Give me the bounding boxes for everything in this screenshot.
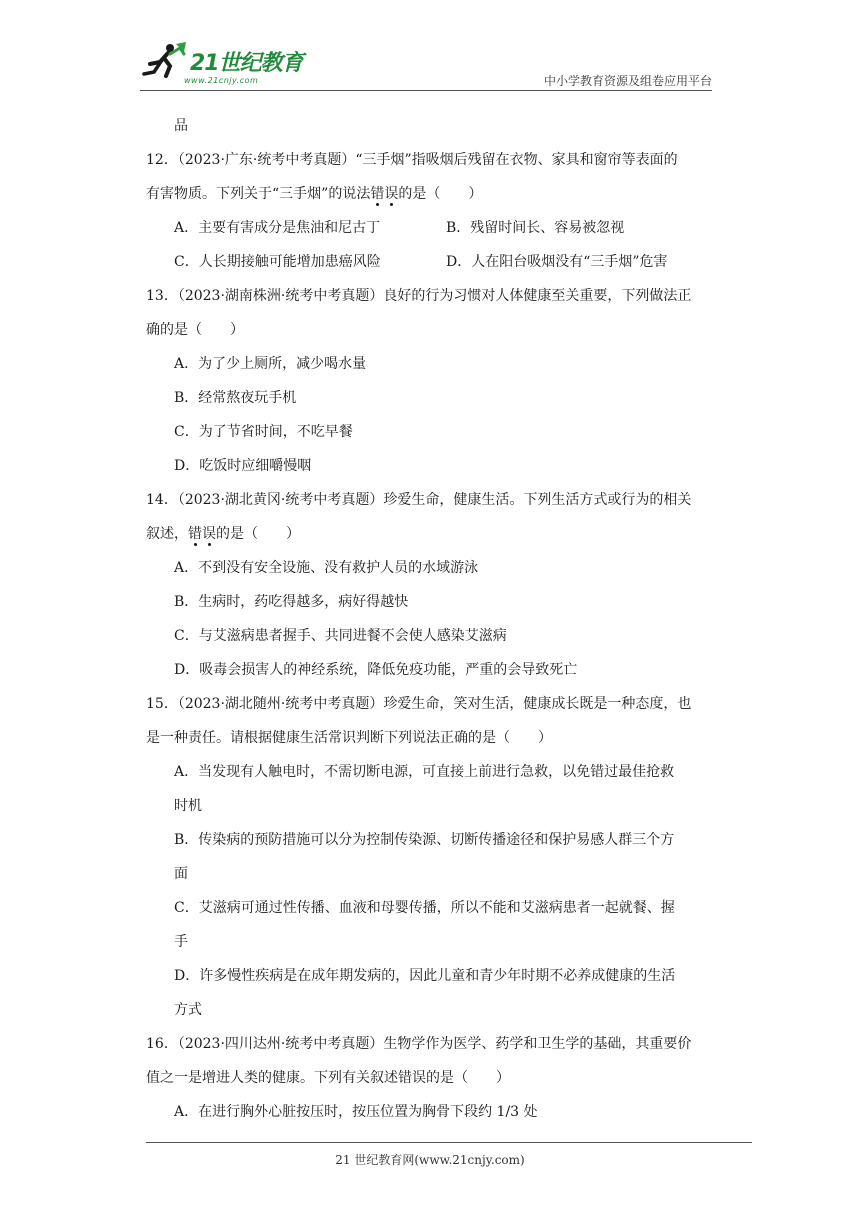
stem-text: 的是（ ） [216, 526, 300, 542]
option-a-cont: 时机 [174, 798, 202, 814]
runner-icon [140, 40, 188, 80]
page-footer: 21 世纪教育网(www.21cnjy.com) [335, 1153, 525, 1167]
stem-text: 有害物质。下列关于“三手烟”的说法 [146, 186, 371, 202]
question-14-stem-cont [146, 524, 300, 544]
option-c-cont: 手 [174, 934, 188, 950]
question-15-stem: 15．（2023·湖北随州·统考中考真题）珍爱生命，笑对生活，健康成长既是一种态度，也 [146, 696, 692, 712]
option-d: D．吃饭时应细嚼慢咽 [174, 458, 312, 474]
question-13-stem: 13．（2023·湖南株洲·统考中考真题）良好的行为习惯对人体健康至关重要，下列做法正 [146, 288, 692, 304]
option-a: A．当发现有人触电时，不需切断电源，可直接上前进行急救，以免错过最佳抢救 [174, 764, 675, 780]
text-line: 品 [174, 118, 188, 134]
option-c: C．与艾滋病患者握手、共同进餐不会使人感染艾滋病 [174, 628, 507, 644]
option-b-cont: 面 [174, 866, 188, 882]
option-b: B．传染病的预防措施可以分为控制传染源、切断传播途径和保护易感人群三个方 [174, 832, 675, 848]
option-b: B．生病时，药吃得越多，病好得越快 [174, 594, 409, 610]
emphasis-char: 错 [370, 186, 385, 202]
platform-name: 中小学教育资源及组卷应用平台 [543, 74, 712, 88]
option-a: A．为了少上厕所，减少喝水量 [174, 356, 367, 372]
question-12-stem: 12．（2023·广东·统考中考真题）“三手烟”指吸烟后残留在衣物、家具和窗帘等表面的 [146, 152, 678, 168]
stem-text: 叙述， [146, 526, 188, 542]
question-16-stem-cont: 值之一是增进人类的健康。下列有关叙述错误的是（ ） [146, 1070, 510, 1086]
option-d: D．人在阳台吸烟没有“三手烟”危害 [446, 254, 668, 270]
option-c: C．艾滋病可通过性传播、血液和母婴传播，所以不能和艾滋病患者一起就餐、握 [174, 900, 675, 916]
option-a: A．主要有害成分是焦油和尼古丁 [174, 220, 381, 236]
emphasis-char: 误 [202, 526, 216, 542]
logo-url: www.21cnjy.com [184, 76, 259, 85]
question-15-stem-cont: 是一种责任。请根据健康生活常识判断下列说法正确的是（ ） [146, 730, 552, 746]
emphasis-char: 误 [384, 186, 399, 202]
stem-text: 的是（ ） [398, 186, 483, 202]
option-b: B．经常熬夜玩手机 [174, 390, 297, 406]
question-12-stem-cont [146, 184, 482, 204]
option-d: D．许多慢性疾病是在成年期发病的，因此儿童和青少年时期不必养成健康的生活 [174, 968, 676, 984]
question-13-stem-cont: 确的是（ ） [146, 322, 244, 338]
emphasis-char: 错 [188, 526, 202, 542]
option-d: D．吸毒会损害人的神经系统，降低免疫功能，严重的会导致死亡 [174, 662, 578, 678]
site-logo [140, 40, 320, 92]
option-d-cont: 方式 [174, 1002, 202, 1018]
footer-divider [146, 1142, 752, 1143]
option-c: C．人长期接触可能增加患癌风险 [174, 254, 381, 270]
option-b: B．残留时间长、容易被忽视 [446, 220, 625, 236]
header-divider [140, 90, 712, 91]
option-a: A．在进行胸外心脏按压时，按压位置为胸骨下段约 1/3 处 [174, 1104, 538, 1120]
option-a: A．不到没有安全设施、没有救护人员的水域游泳 [174, 560, 479, 576]
option-c: C．为了节省时间，不吃早餐 [174, 424, 353, 440]
page-header [140, 40, 712, 92]
logo-text: 21世纪教育 [190, 51, 303, 76]
question-14-stem: 14．（2023·湖北黄冈·统考中考真题）珍爱生命，健康生活。下列生活方式或行为的相关 [146, 492, 692, 508]
question-16-stem: 16．（2023·四川达州·统考中考真题）生物学作为医学、药学和卫生学的基础，其重要价 [146, 1036, 692, 1052]
